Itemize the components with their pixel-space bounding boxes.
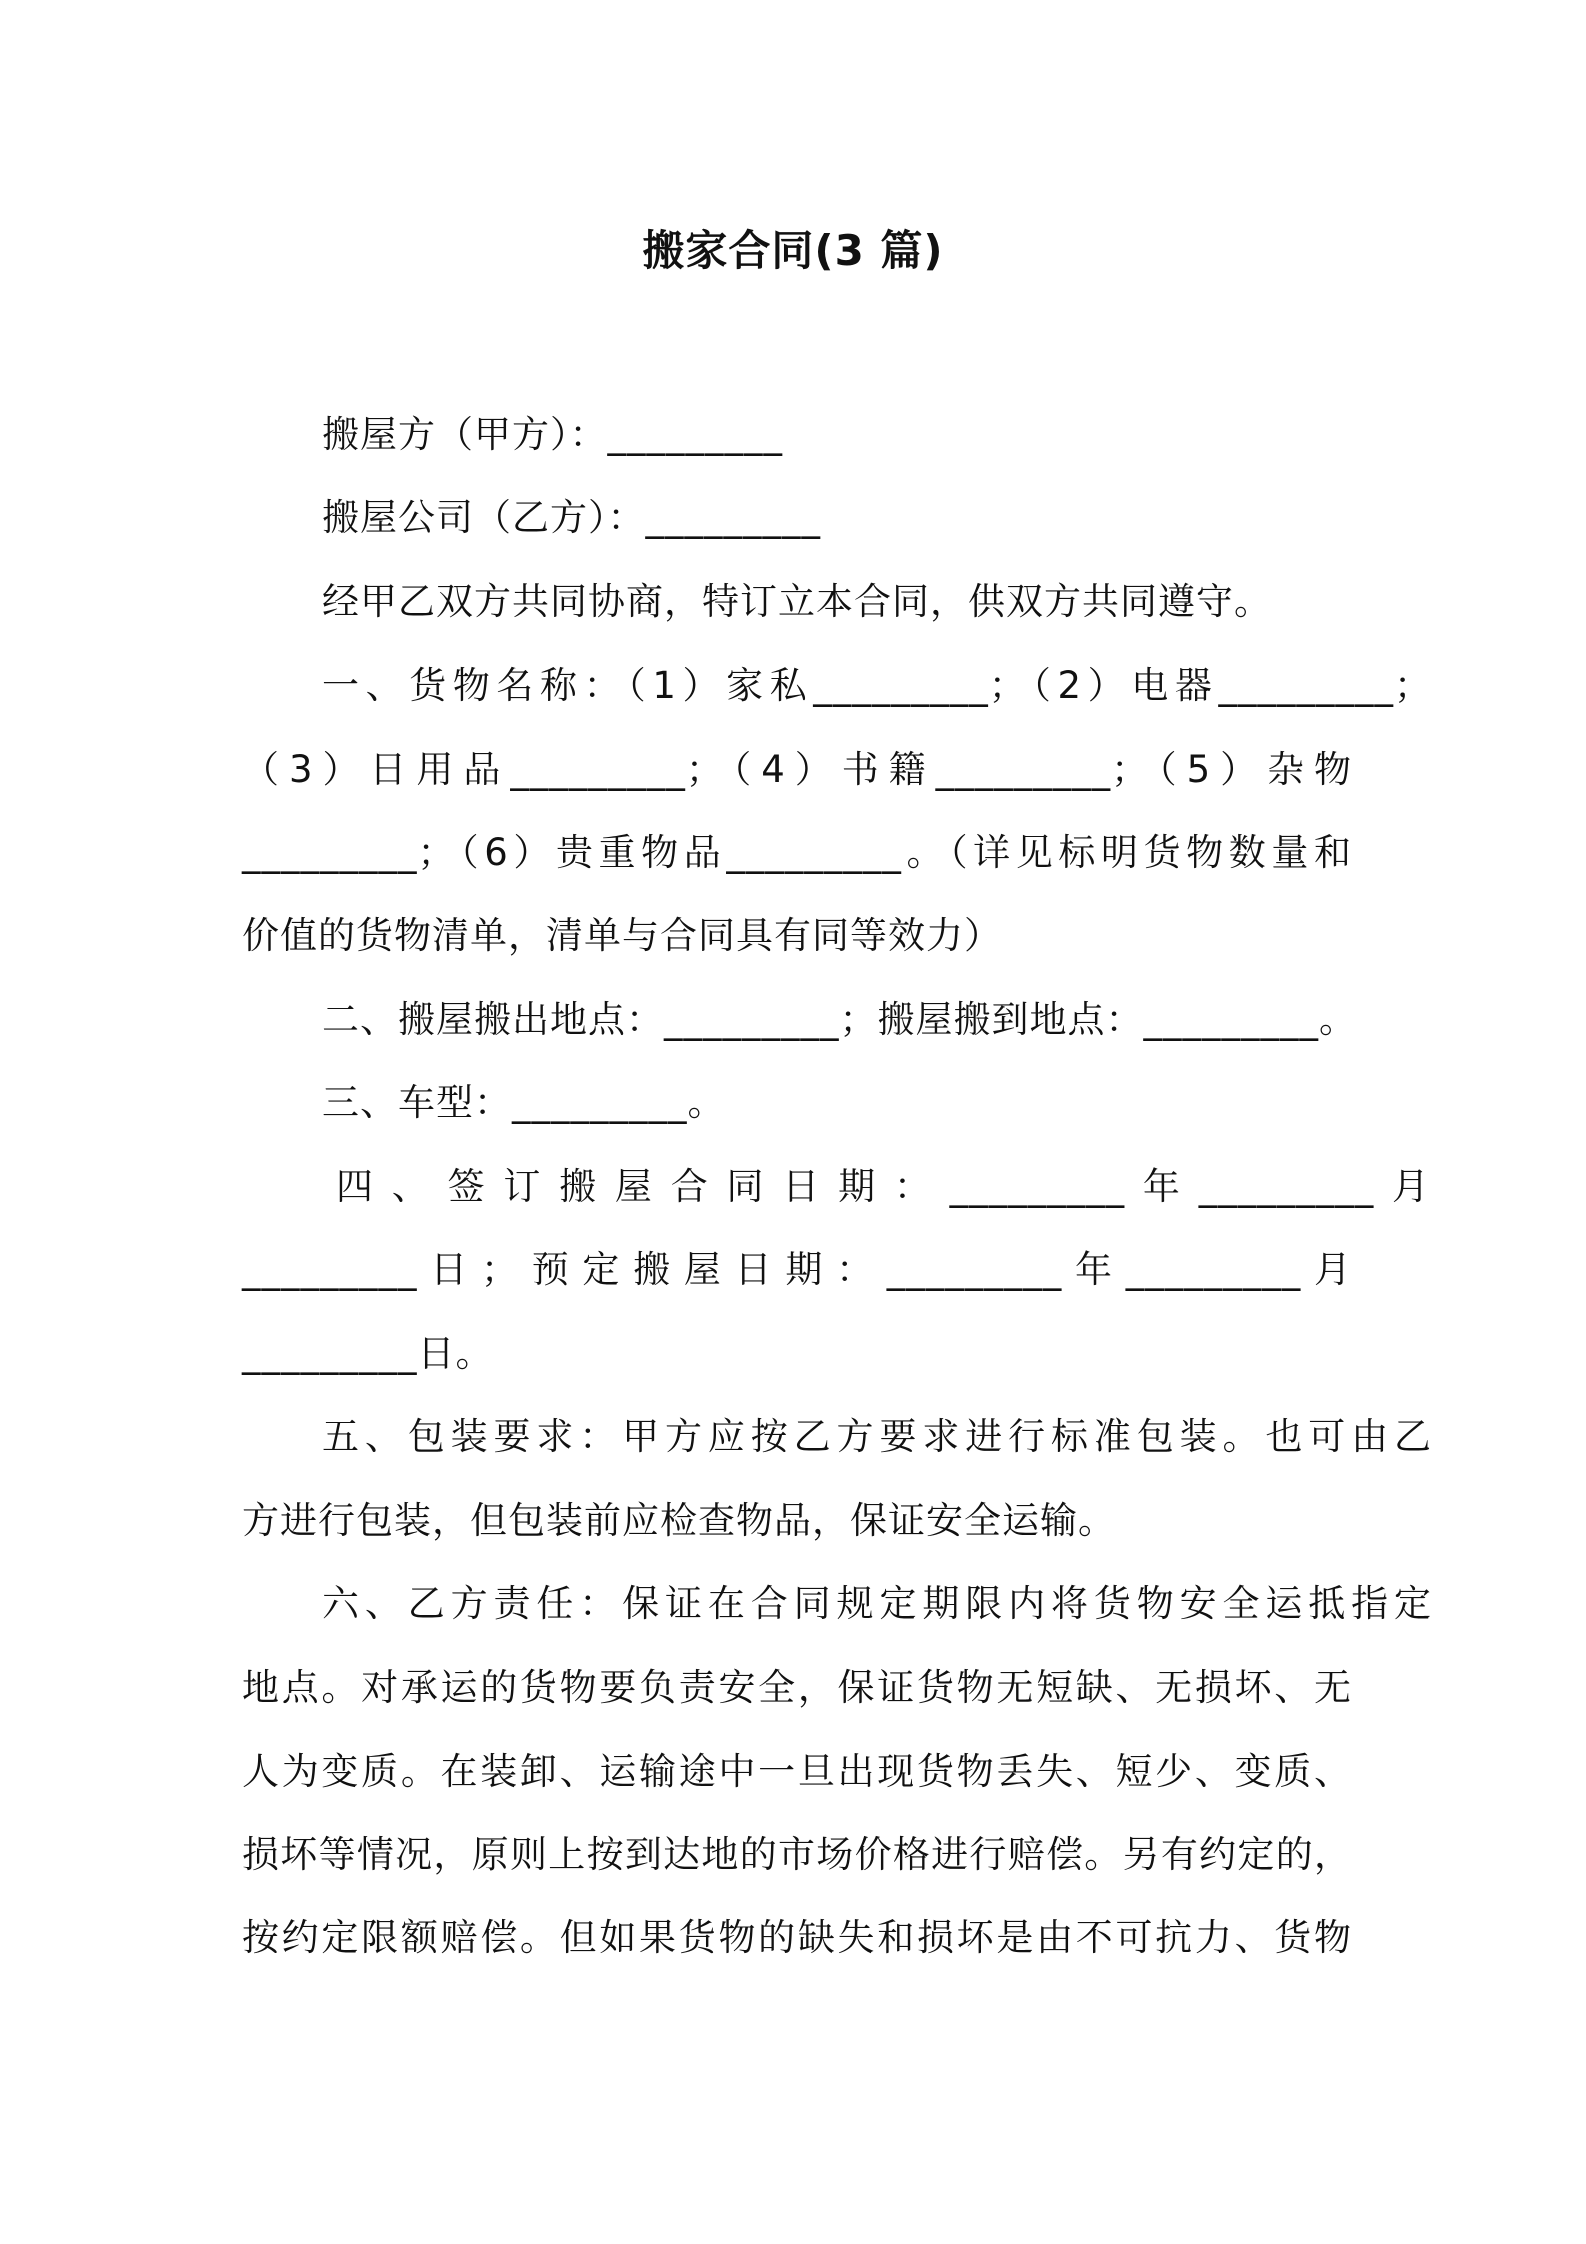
clause-6-line-2: 地点。对承运的货物要负责安全，保证货物无短缺、无损坏、无	[242, 1666, 1352, 1709]
preamble-line: 经甲乙双方共同协商，特订立本合同，供双方共同遵守。	[322, 580, 1272, 623]
clause-1-line-1: 一、货物名称：（1）家私_________；（2）电器_________；	[322, 664, 1432, 707]
clause-1-line-4: 价值的货物清单，清单与合同具有同等效力）	[242, 914, 1002, 957]
clause-6-line-3: 人为变质。在装卸、运输途中一旦出现货物丢失、短少、变质、	[242, 1750, 1352, 1793]
clause-6-line-5: 按约定限额赔偿。但如果货物的缺失和损坏是由不可抗力、货物	[242, 1916, 1352, 1959]
document-title: 搬家合同(3 篇)	[642, 226, 944, 275]
clause-6-line-4: 损坏等情况，原则上按到达地的市场价格进行赔偿。另有约定的，	[242, 1833, 1352, 1876]
clause-2-line: 二、搬屋搬出地点：_________；搬屋搬到地点：_________。	[322, 998, 1357, 1041]
clause-6-line-1: 六、乙方责任：保证在合同规定期限内将货物安全运抵指定	[322, 1582, 1432, 1625]
party-a-line: 搬屋方（甲方）：_________	[322, 413, 783, 456]
clause-1-line-3: _________；（6）贵重物品_________。（详见标明货物数量和	[242, 831, 1352, 874]
clause-1-line-2: （3）日用品_________；（4）书籍_________；（5）杂物	[242, 748, 1352, 791]
clause-5-line-1: 五、包装要求：甲方应按乙方要求进行标准包装。也可由乙	[322, 1415, 1432, 1458]
clause-5-line-2: 方进行包装，但包装前应检查物品，保证安全运输。	[242, 1499, 1116, 1542]
party-b-line: 搬屋公司（乙方）：_________	[322, 496, 821, 539]
clause-4-line-1: 四、签订搬屋合同日期：_________年_________月	[336, 1165, 1430, 1208]
clause-3-line: 三、车型：_________。	[322, 1081, 726, 1124]
clause-4-line-2: _________日；预定搬屋日期：_________年_________月	[242, 1248, 1352, 1291]
clause-4-line-3: _________日。	[242, 1332, 494, 1375]
